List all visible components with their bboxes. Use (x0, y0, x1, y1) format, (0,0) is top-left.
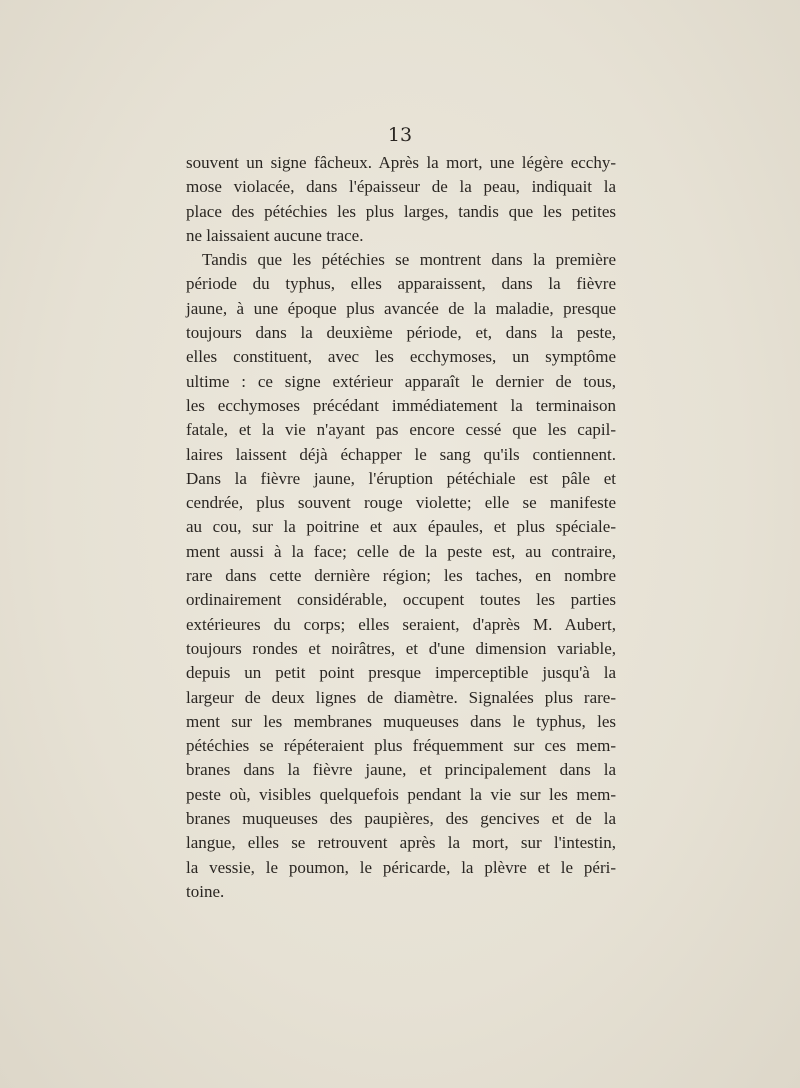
text-line: largeur de deux lignes de diamètre. Signalées plus rare- (186, 687, 616, 707)
text-line: ordinairement considérable, occupent toutes les parties (186, 590, 616, 610)
text-line: toujours dans la deuxième période, et, dans la peste, (186, 323, 616, 343)
text-line: la vessie, le poumon, le péricarde, la plèvre et le péri- (186, 857, 616, 877)
text-line: peste où, visibles quelquefois pendant la vie sur les mem- (186, 784, 616, 804)
text-line: ment sur les membranes muqueuses dans le typhus, les (186, 711, 616, 731)
text-line: branes dans la fièvre jaune, et principalement dans la (186, 760, 616, 780)
text-line: les ecchymoses précédant immédiatement la terminaison (186, 395, 616, 415)
text-line: toujours rondes et noirâtres, et d'une dimension variable, (186, 638, 616, 658)
text-line: toine. (186, 881, 225, 901)
text-line: Dans la fièvre jaune, l'éruption pétéchiale est pâle et (186, 468, 616, 488)
text-line: période du typhus, elles apparaissent, dans la fièvre (186, 274, 616, 294)
text-line: Tandis que les pétéchies se montrent dans la première (202, 250, 616, 270)
text-line: jaune, à une époque plus avancée de la maladie, presque (186, 298, 616, 318)
paragraph (186, 248, 616, 904)
text-line: au cou, sur la poitrine et aux épaules, et plus spéciale- (186, 517, 616, 537)
paragraph (186, 151, 616, 248)
text-line: depuis un petit point presque imperceptible jusqu'à la (186, 663, 616, 683)
text-line: mose violacée, dans l'épaisseur de la peau, indiquait la (186, 177, 616, 197)
text-line: langue, elles se retrouvent après la mort, sur l'intestin, (186, 833, 616, 853)
body-text (186, 151, 616, 904)
text-line: ultime : ce signe extérieur apparaît le dernier de tous, (186, 371, 616, 391)
text-line: ment aussi à la face; celle de la peste est, au contraire, (186, 541, 616, 561)
text-line: branes muqueuses des paupières, des gencives et de la (186, 809, 616, 829)
text-line: ne laissaient aucune trace. (186, 225, 364, 245)
text-line: cendrée, plus souvent rouge violette; elle se manifeste (186, 493, 616, 513)
text-line: pétéchies se répéteraient plus fréquemment sur ces mem- (186, 736, 616, 756)
text-line: laires laissent déjà échapper le sang qu'ils contiennent. (186, 444, 616, 464)
text-line: fatale, et la vie n'ayant pas encore cessé que les capil- (186, 420, 616, 440)
text-line: souvent un signe fâcheux. Après la mort, une légère ecchy- (186, 153, 616, 172)
page-number: 13 (387, 124, 413, 146)
text-line: elles constituent, avec les ecchymoses, un symptôme (186, 347, 616, 367)
text-line: rare dans cette dernière région; les taches, en nombre (186, 566, 616, 586)
text-line: place des pétéchies les plus larges, tandis que les petites (186, 201, 616, 221)
text-line: extérieures du corps; elles seraient, d'après M. Aubert, (186, 614, 616, 634)
